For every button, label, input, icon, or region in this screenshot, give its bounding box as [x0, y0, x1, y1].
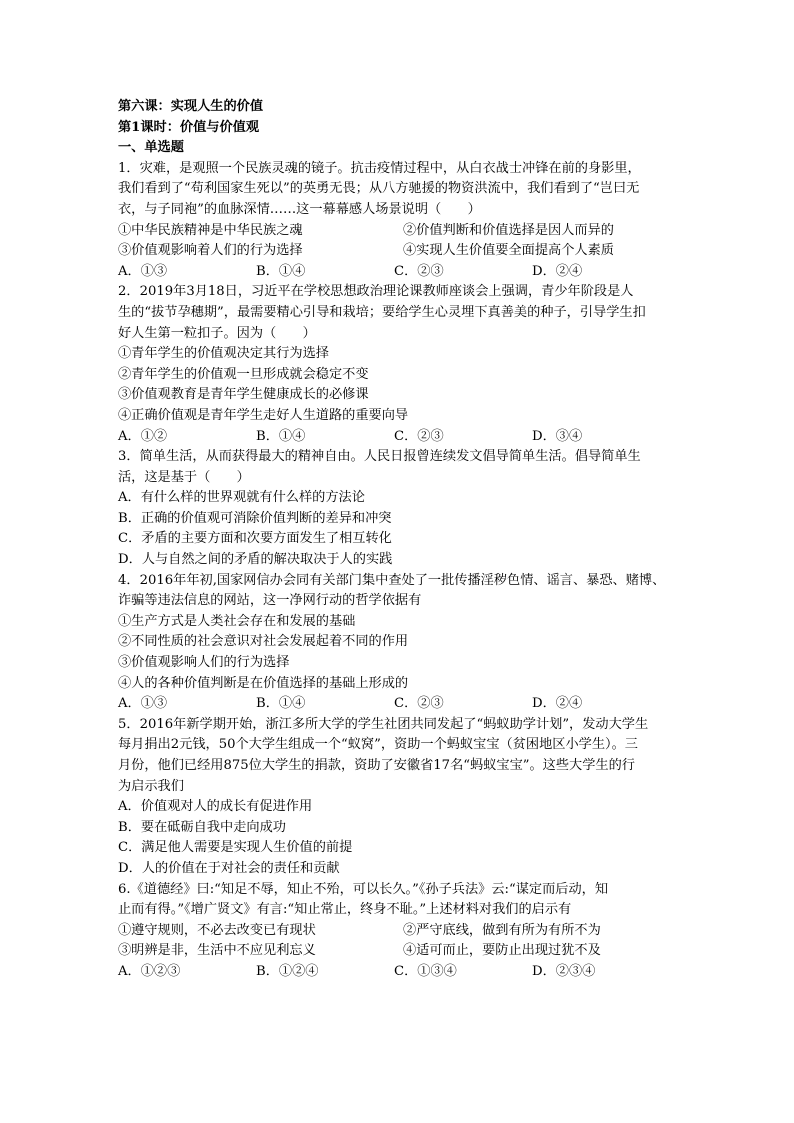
statement-row — [118, 941, 688, 962]
question-3 — [118, 447, 688, 571]
statement-item: ①青年学生的价值观决定其行为选择 — [118, 346, 329, 362]
answer-option-a: A．①②③ — [118, 963, 181, 979]
statement-item: ③价值观影响着人们的行为选择 — [118, 243, 303, 259]
question-5 — [118, 715, 688, 880]
answer-option-b: B．要在砥砺自我中走向成功 — [118, 819, 286, 835]
statement-item: ①遵守规则，不必去改变已有现状 — [118, 922, 316, 938]
answer-options — [118, 694, 688, 715]
question-1 — [118, 159, 688, 283]
answer-option-c: C．满足他人需要是实现人生价值的前提 — [118, 840, 353, 856]
question-stem-line: 生的“拔节孕穗期”，最需要精心引导和栽培；要给学生心灵埋下真善美的种子，引导学生扣 — [118, 304, 646, 320]
answer-option-d: D．②④ — [532, 263, 583, 279]
answer-option-c: C．②③ — [394, 696, 444, 712]
statement-item: ④实现人生价值要全面提高个人素质 — [403, 243, 614, 259]
answer-option-c: C．矛盾的主要方面和次要方面发生了相互转化 — [118, 531, 392, 547]
question-4 — [118, 571, 688, 715]
statement-item: ①生产方式是人类社会存在和发展的基础 — [118, 613, 356, 629]
question-stem-line: 5．2016年新学期开始，浙江多所大学的学生社团共同发起了“蚂蚁助学计划”，发动大学生 — [118, 716, 649, 732]
statement-item: ②不同性质的社会意识对社会发展起着不同的作用 — [118, 634, 409, 650]
answer-option-c: C．①③④ — [394, 963, 457, 979]
answer-options — [118, 262, 688, 283]
statement-item: ③明辨是非，生活中不应见利忘义 — [118, 943, 316, 959]
answer-option-c: C．②③ — [394, 263, 444, 279]
answer-option-b: B．正确的价值观可消除价值判断的差异和冲突 — [118, 510, 392, 526]
question-stem-line: 止而有得。”《增广贤文》有言:“知止常止，终身不耻。”上述材料对我们的启示有 — [118, 902, 572, 918]
question-stem-line: 为启示我们 — [118, 778, 184, 794]
question-stem-line: 好人生第一粒扣子。因为（ ） — [118, 325, 316, 341]
statement-item: ④正确价值观是青年学生走好人生道路的重要向导 — [118, 407, 409, 423]
answer-option-a: A．有什么样的世界观就有什么样的方法论 — [118, 490, 365, 506]
answer-option-d: D．人与自然之间的矛盾的解决取决于人的实践 — [118, 552, 393, 568]
statement-item: ②严守底线，做到有所为有所不为 — [403, 922, 601, 938]
question-stem-line: 每月捐出2元钱，50个大学生组成一个“蚁窝”，资助一个蚂蚁宝宝（贫困地区小学生）。三 — [118, 737, 638, 753]
statement-row — [118, 221, 688, 242]
question-2 — [118, 282, 688, 447]
answer-option-a: A．①② — [118, 428, 168, 444]
answer-option-d: D．②④ — [532, 696, 583, 712]
document-page — [118, 97, 688, 983]
question-6 — [118, 880, 688, 983]
statement-row — [118, 241, 688, 262]
answer-option-a: A．①③ — [118, 263, 168, 279]
question-stem-line: 3．简单生活，从而获得最大的精神自由。人民日报曾连续发文倡导简单生活。倡导简单生 — [118, 449, 641, 465]
statement-item: ④人的各种价值判断是在价值选择的基础上形成的 — [118, 675, 409, 691]
statement-item: ②价值判断和价值选择是因人而异的 — [403, 222, 614, 238]
question-stem-line: 月份，他们已经用875位大学生的捐款，资助了安徽省17名“蚂蚁宝宝”。这些大学生的行 — [118, 758, 635, 773]
question-stem-line: 6.《道德经》曰:“知足不辱，知止不殆，可以长久。”《孙子兵法》云:“谋定而后动，知 — [118, 881, 609, 897]
question-stem-line: 衣，与子同袍”的血脉深情……这一幕幕感人场景说明（ ） — [118, 201, 481, 217]
answer-option-b: B．①④ — [256, 428, 306, 444]
statement-item: ③价值观影响人们的行为选择 — [118, 655, 290, 671]
lesson-title: 第六课：实现人生的价值 — [118, 99, 264, 114]
answer-option-b: B．①④ — [256, 696, 306, 712]
statement-item: ④适可而止，要防止出现过犹不及 — [403, 943, 601, 959]
statement-item: ③价值观教育是青年学生健康成长的必修课 — [118, 387, 369, 403]
answer-options — [118, 962, 688, 983]
answer-option-d: D．③④ — [532, 428, 583, 444]
period-title: 第1课时：价值与价值观 — [118, 119, 260, 135]
question-stem-line: 诈骗等违法信息的网站，这一净网行动的哲学依据有 — [118, 593, 422, 609]
question-stem-line: 1．灾难，是观照一个民族灵魂的镜子。抗击疫情过程中，从白衣战士冲锋在前的身影里， — [118, 160, 641, 176]
question-stem-line: 我们看到了“苟利国家生死以”的英勇无畏；从八方驰援的物资洪流中，我们看到了“岂曰无 — [118, 181, 640, 197]
answer-options — [118, 427, 688, 448]
question-stem-line: 4．2016年年初,国家网信办会同有关部门集中查处了一批传播淫秽色情、谣言、暴恐、赌博、 — [118, 572, 666, 588]
answer-option-b: B．①④ — [256, 263, 306, 279]
answer-option-d: D．人的价值在于对社会的责任和贡献 — [118, 860, 340, 876]
statement-row — [118, 921, 688, 942]
answer-option-d: D．②③④ — [532, 963, 596, 979]
answer-option-a: A．价值观对人的成长有促进作用 — [118, 799, 313, 815]
answer-option-c: C．②③ — [394, 428, 444, 444]
question-stem-line: 活，这是基于（ ） — [118, 469, 250, 485]
question-stem-line: 2．2019年3月18日，习近平在学校思想政治理论课教师座谈会上强调，青少年阶段是人 — [118, 284, 634, 300]
answer-option-a: A．①③ — [118, 696, 168, 712]
answer-option-b: B．①②④ — [256, 963, 319, 979]
statement-item: ②青年学生的价值观一旦形成就会稳定不变 — [118, 366, 369, 382]
section-title: 一、单选题 — [118, 140, 184, 156]
statement-item: ①中华民族精神是中华民族之魂 — [118, 222, 303, 238]
